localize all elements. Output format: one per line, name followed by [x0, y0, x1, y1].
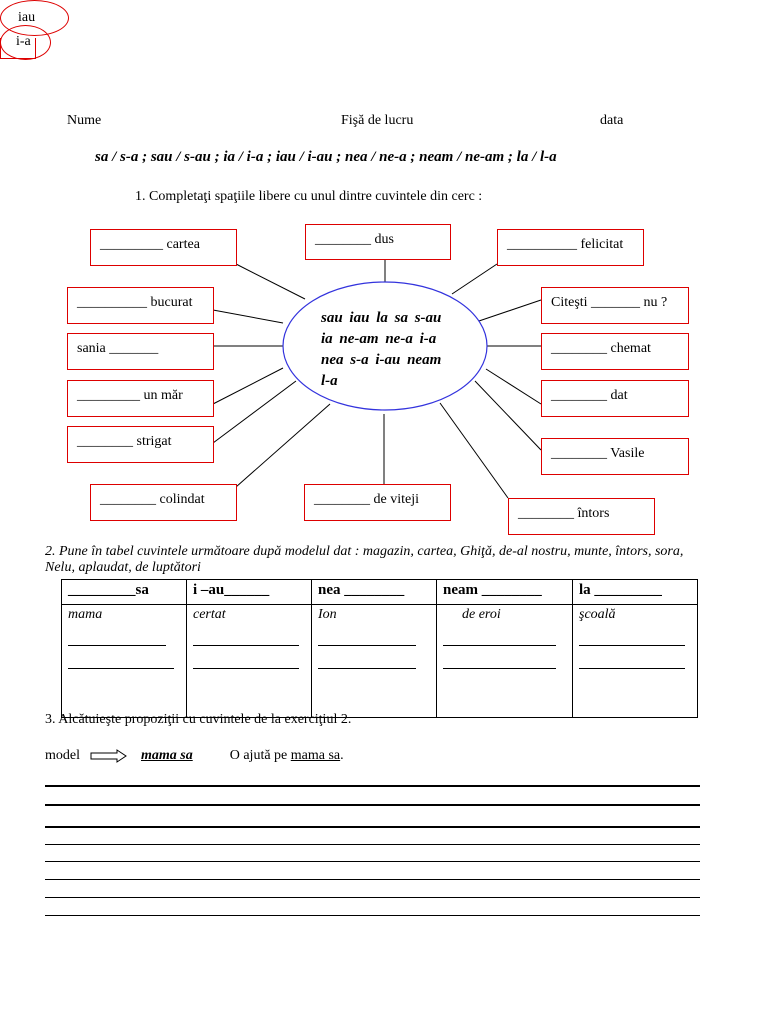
model-sentence-suffix: .: [340, 748, 344, 763]
table-header-sa: _________sa: [62, 580, 187, 605]
model-label: model: [45, 748, 80, 763]
circle-words: sau iau la sa s-au ia ne-am ne-a i-a nea s-a i-au neam l-a: [321, 310, 442, 389]
box-felicitat: __________ felicitat: [497, 229, 644, 266]
table-header-nea: nea ________: [312, 580, 437, 605]
exercise3-instruction: 3. Alcătuieşte propoziţii cu cuvintele de la exerciţiul 2.: [45, 712, 352, 727]
box-citesti: Citeşti _______ nu ?: [541, 287, 689, 324]
writing-line-1: [45, 785, 700, 787]
table-header-i-au: i –au______: [187, 580, 312, 605]
worksheet-title: Fişă de lucru: [341, 113, 414, 128]
box-dus: ________ dus: [305, 224, 451, 260]
writing-line-2: [45, 804, 700, 806]
box-bucurat: __________ bucurat: [67, 287, 214, 324]
box-sania: sania _______: [67, 333, 214, 370]
box-colindat: ________ colindat: [90, 484, 237, 521]
box-cartea: _________ cartea: [90, 229, 237, 266]
name-label: Nume: [67, 113, 102, 128]
example-mama: mama: [68, 607, 103, 622]
model-sentence-underlined: mama sa: [290, 748, 341, 763]
example-ion: Ion: [318, 607, 337, 622]
exercise2-instruction: 2. Pune în tabel cuvintele următoare după modelul dat : magazin, cartea, Ghiţă, de-al nostru, munte, întors, sora, Nelu, aplaudat, de luptători: [45, 544, 684, 575]
table-cell-la: [573, 605, 698, 718]
box-dat: ________ dat: [541, 380, 689, 417]
corner-word-iau: iau: [18, 10, 36, 25]
exercise1-instruction: 1. Completaţi spaţiile libere cu unul dintre cuvintele din cerc :: [135, 189, 483, 204]
table-cell-i-au: [187, 605, 312, 718]
writing-line-8: [45, 915, 700, 916]
table-cell-nea: [312, 605, 437, 718]
date-label: data: [600, 113, 624, 128]
example-scoala: şcoală: [579, 607, 616, 622]
model-example: [45, 748, 344, 764]
example-de-eroi: de eroi: [462, 607, 501, 622]
table-header-la: la _________: [573, 580, 698, 605]
model-sentence-prefix: O ajută pe: [229, 748, 291, 763]
box-strigat: ________ strigat: [67, 426, 214, 463]
table-header-neam: neam ________: [437, 580, 573, 605]
table-cell-neam: [437, 605, 573, 718]
right-arrow-icon: [90, 749, 128, 763]
exercise2-table: [61, 579, 698, 718]
box-intors: ________ întors: [508, 498, 655, 535]
box-vasile: ________ Vasile: [541, 438, 689, 475]
box-chemat: ________ chemat: [541, 333, 689, 370]
writing-line-3: [45, 826, 700, 828]
writing-line-4: [45, 844, 700, 845]
corner-word-i-a: i-a: [16, 34, 31, 49]
box-un-mar: _________ un măr: [67, 380, 214, 417]
table-cell-sa: [62, 605, 187, 718]
writing-line-5: [45, 861, 700, 862]
box-de-viteji: ________ de viteji: [304, 484, 451, 521]
model-word: mama sa: [141, 748, 193, 763]
example-certat: certat: [193, 607, 226, 622]
writing-line-6: [45, 879, 700, 880]
rules-line: sa / s-a ; sau / s-au ; ia / i-a ; iau / i-au ; nea / ne-a ; neam / ne-am ; la / l-a: [95, 149, 557, 165]
writing-line-7: [45, 897, 700, 898]
